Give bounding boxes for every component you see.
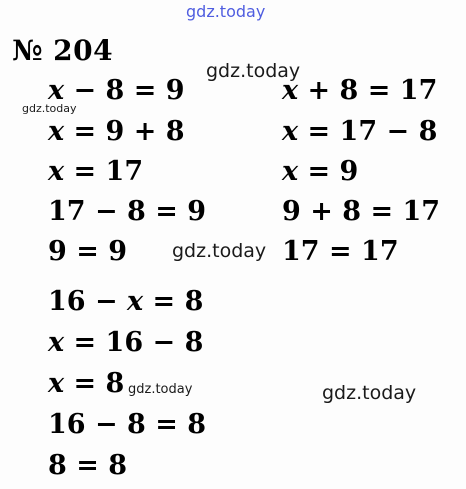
equation-left-3: x = 17	[48, 156, 144, 187]
equation-right-4: 9 + 8 = 17	[282, 196, 441, 227]
exercise-number: № 204	[12, 34, 114, 67]
equation-left-9: 16 − 8 = 8	[48, 409, 207, 440]
equation-left-4: 17 − 8 = 9	[48, 196, 207, 227]
equation-right-3: x = 9	[282, 156, 359, 187]
watermark-3: gdz.today	[172, 240, 267, 262]
watermark-1: gdz.today	[206, 60, 301, 82]
watermark-4: gdz.today	[128, 382, 193, 397]
equation-left-8: x = 8	[48, 368, 125, 399]
equation-left-2: x = 9 + 8	[48, 116, 185, 147]
equation-left-10: 8 = 8	[48, 450, 128, 481]
equation-right-5: 17 = 17	[282, 236, 399, 267]
equation-left-5: 9 = 9	[48, 236, 128, 267]
header-watermark: gdz.today	[186, 2, 266, 21]
watermark-2: gdz.today	[22, 102, 77, 115]
watermark-5: gdz.today	[322, 382, 417, 404]
equation-left-6: 16 − x = 8	[48, 286, 204, 317]
equation-right-1: x + 8 = 17	[282, 75, 438, 106]
equation-left-7: x = 16 − 8	[48, 327, 204, 358]
equation-left-1: x − 8 = 9	[48, 75, 185, 106]
equation-right-2: x = 17 − 8	[282, 116, 438, 147]
